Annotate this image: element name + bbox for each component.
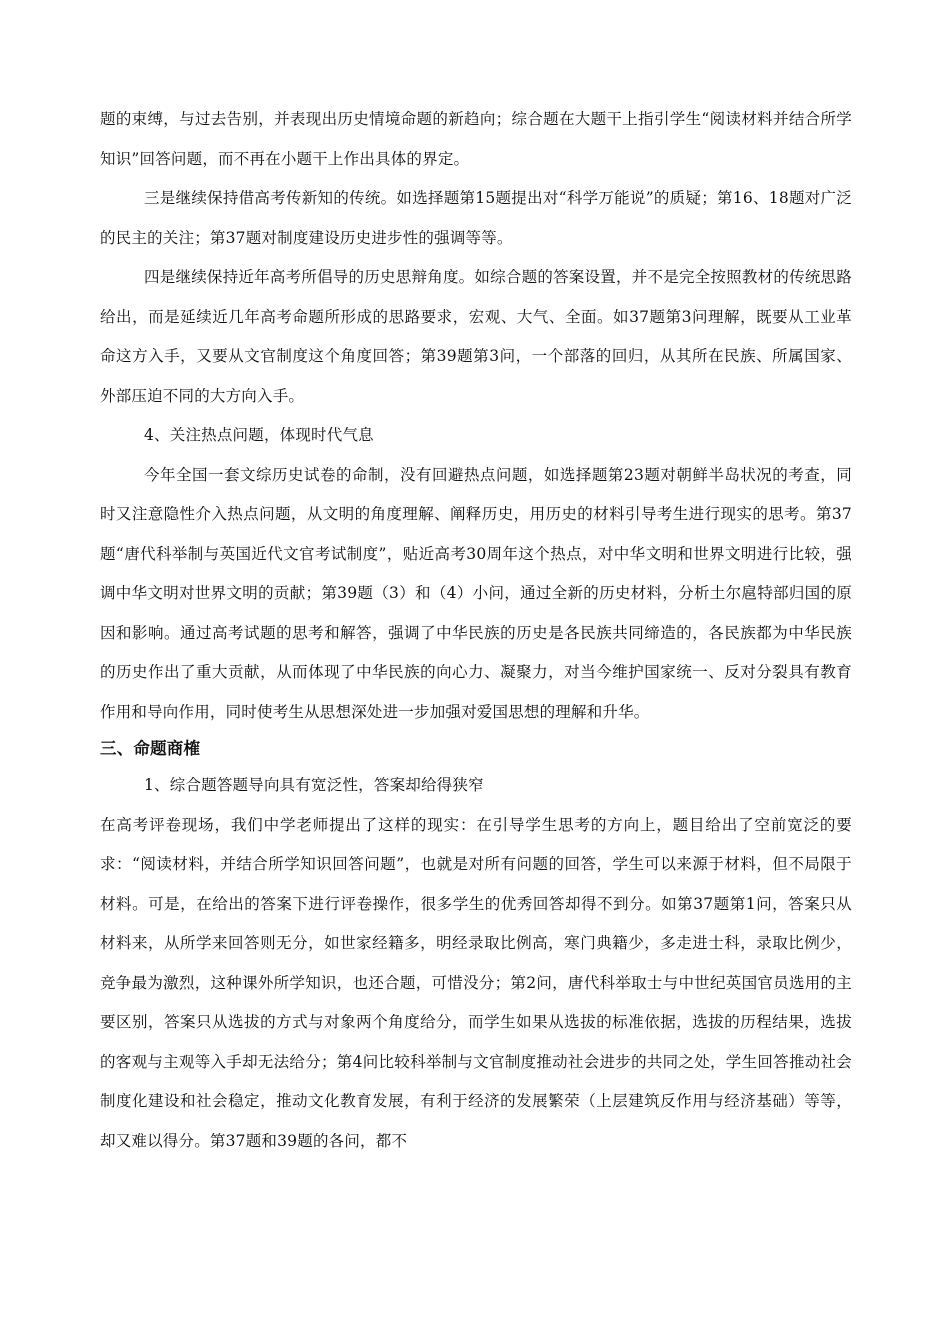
subheading-discussion-one: 1、综合题答题导向具有宽泛性，答案却给得狭窄 [144,776,484,794]
document-page [100,100,852,1161]
paragraph-point-four: 四是继续保持近年高考所倡导的历史思辩角度。如综合题的答案设置，并不是完全按照教材的传统思路给出，而是延续近几年高考命题所形成的思路要求，宏观、大气、全面。如37题第3问理解，既要从工业革命这方入手，又要从文官制度这个角度回答；第39题第3问，一个部落的回归，从其所在民族、所属国家、外部压迫不同的大方向入手。 [100,268,852,405]
paragraph-point-three: 三是继续保持借高考传新知的传统。如选择题第15题提出对“科学万能说”的质疑；第16、18题对广泛的民主的关注；第37题对制度建设历史进步性的强调等等。 [100,189,852,247]
paragraph-hot-topics: 今年全国一套文综历史试卷的命制，没有回避热点问题，如选择题第23题对朝鲜半岛状况的考查，同时又注意隐性介入热点问题，从文明的角度理解、阐释历史，用历史的材料引导考生进行现实的思考。第37题“唐代科举制与英国近代文官考试制度”，贴近高考30周年这个热点，对中华文明和世界文明进行比较，强调中华文明对世界文明的贡献；第39题（3）和（4）小问，通过全新的历史材料，分析土尔扈特部归国的原因和影响。通过高考试题的思考和解答，强调了中华民族的历史是各民族共同缔造的，各民族都为中华民族的历史作出了重大贡献，从而体现了中华民族的向心力、凝聚力，对当今维护国家统一、反对分裂具有教育作用和导向作用，同时使考生从思想深处进一步加强对爱国思想的理解和升华。 [100,465,852,721]
subheading-hot-topics: 4、关注热点问题，体现时代气息 [144,426,374,444]
section-heading: 三、命题商榷 [100,739,201,758]
paragraph-continuation: 题的束缚，与过去告别，并表现出历史情境命题的新趋向；综合题在大题干上指引学生“阅读材料并结合所学知识”回答问题，而不再在小题干上作出具体的界定。 [100,110,852,168]
paragraph-discussion-one: 在高考评卷现场，我们中学老师提出了这样的现实：在引导学生思考的方向上，题目给出了空前宽泛的要求：“阅读材料，并结合所学知识回答问题”，也就是对所有问题的回答，学生可以来源于材料，但不局限于材料。可是，在给出的答案下进行评卷操作，很多学生的优秀回答却得不到分。如第37题第1问，答案只从材料来，从所学来回答则无分，如世家经籍多，明经录取比例高，寒门典籍少，多走进士科，录取比例少，竞争最为激烈，这种课外所学知识，也还合题，可惜没分；第2问，唐代科举取士与中世纪英国官员选用的主要区别，答案只从选拔的方式与对象两个角度给分，而学生如果从选拔的标准依据，选拔的历程结果，选拔的客观与主观等入手却无法给分；第4问比较科举制与文官制度推动社会进步的共同之处，学生回答推动社会制度化建设和社会稳定，推动文化教育发展，有利于经济的发展繁荣（上层建筑反作用与经济基础）等等，却又难以得分。第37题和39题的各问，都不 [100,815,852,1150]
